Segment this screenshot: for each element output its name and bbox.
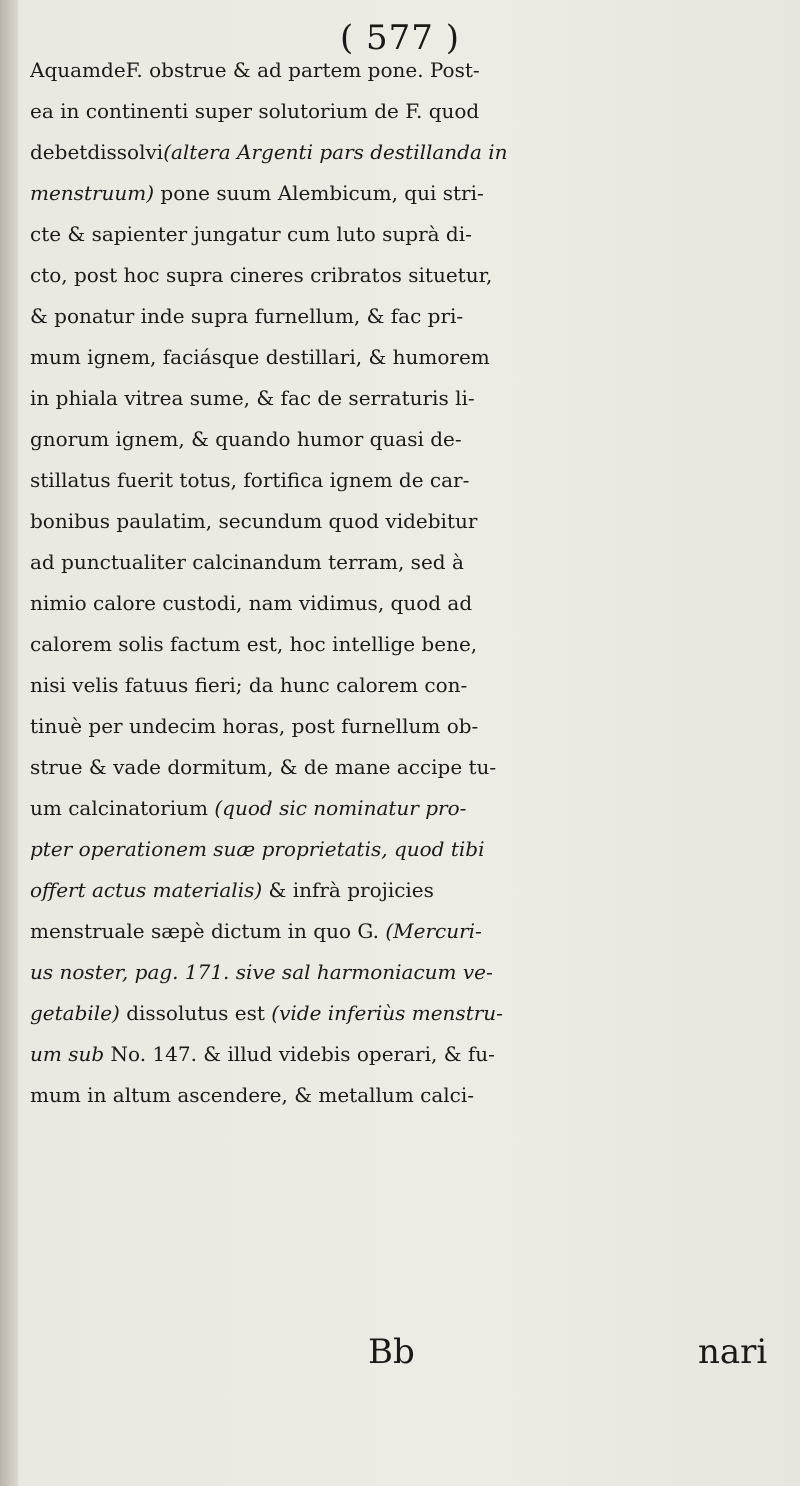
text-segment: cte & sapienter jungatur cum luto suprà di-	[30, 222, 472, 246]
text-segment: bonibus paulatim, secundum quod videbitur	[30, 509, 478, 533]
text-line	[30, 911, 800, 952]
text-segment: AquamdeF. obstrue & ad partem pone. Post-	[30, 58, 480, 82]
text-line	[30, 829, 800, 870]
text-segment: strue & vade dormitum, & de mane accipe tu-	[30, 755, 497, 779]
italic-segment: (Mercuri-	[385, 919, 482, 943]
text-line	[30, 91, 800, 132]
italic-segment: (altera Argenti pars destillanda in	[163, 140, 508, 164]
body-text	[30, 50, 800, 1116]
italic-segment: (vide inferiùs menstru-	[271, 1001, 503, 1025]
text-segment: & infrà projicies	[262, 878, 434, 902]
text-line	[30, 665, 800, 706]
italic-segment: menstruum)	[30, 181, 155, 205]
page-gutter-shadow	[0, 0, 18, 1486]
text-segment: & ponatur inde supra furnellum, & fac pri-	[30, 304, 464, 328]
text-line	[30, 583, 800, 624]
text-line	[30, 296, 800, 337]
italic-segment: offert actus materialis)	[30, 878, 263, 902]
text-line	[30, 501, 800, 542]
text-segment: menstruale sæpè dictum in quo G.	[30, 919, 386, 943]
page-number: ( 577 )	[339, 18, 461, 58]
text-segment: nimio calore custodi, nam vidimus, quod ad	[30, 591, 473, 615]
text-segment: nisi velis fatuus fieri; da hunc calorem con-	[30, 673, 468, 697]
text-line	[30, 542, 800, 583]
text-line	[30, 173, 800, 214]
text-segment: dissolutus est	[119, 1001, 272, 1025]
text-line	[30, 1034, 800, 1075]
italic-segment: us noster, pag. 171. sive sal harmoniacum ve-	[30, 960, 493, 984]
text-line	[30, 706, 800, 747]
text-segment: cto, post hoc supra cineres cribratos situetur,	[30, 263, 493, 287]
catchword: nari	[698, 1332, 768, 1372]
text-segment: um calcinatorium	[30, 796, 215, 820]
text-line	[30, 952, 800, 993]
italic-segment: getabile)	[30, 1001, 120, 1025]
text-line	[30, 747, 800, 788]
text-segment: ea in continenti super solutorium de F. quod	[30, 99, 480, 123]
text-segment: No. 147. & illud videbis operari, & fu-	[104, 1042, 495, 1066]
text-line	[30, 870, 800, 911]
text-line	[30, 1075, 800, 1116]
text-line	[30, 50, 800, 91]
text-segment: debetdissolvi	[30, 140, 164, 164]
text-line	[30, 214, 800, 255]
italic-segment: pter operationem suæ proprietatis, quod tibi	[30, 837, 485, 861]
text-line	[30, 132, 800, 173]
italic-segment: um sub	[30, 1042, 105, 1066]
text-segment: mum in altum ascendere, & metallum calci-	[30, 1083, 475, 1107]
page-footer	[0, 1332, 800, 1376]
signature-mark: Bb	[368, 1332, 415, 1372]
text-line	[30, 993, 800, 1034]
text-line	[30, 419, 800, 460]
text-segment: in phiala vitrea sume, & fac de serraturis li-	[30, 386, 475, 410]
text-segment: ad punctualiter calcinandum terram, sed à	[30, 550, 464, 574]
text-segment: tinuè per undecim horas, post furnellum ob-	[30, 714, 479, 738]
text-segment: calorem solis factum est, hoc intellige bene,	[30, 632, 478, 656]
text-line	[30, 460, 800, 501]
text-line	[30, 624, 800, 665]
text-line	[30, 378, 800, 419]
italic-segment: (quod sic nominatur pro-	[214, 796, 467, 820]
text-line	[30, 337, 800, 378]
text-segment: stillatus fuerit totus, fortifica ignem de car-	[30, 468, 470, 492]
text-line	[30, 255, 800, 296]
text-segment: mum ignem, faciásque destillari, & humorem	[30, 345, 490, 369]
text-line	[30, 788, 800, 829]
text-segment: gnorum ignem, & quando humor quasi de-	[30, 427, 462, 451]
text-segment: pone suum Alembicum, qui stri-	[154, 181, 484, 205]
